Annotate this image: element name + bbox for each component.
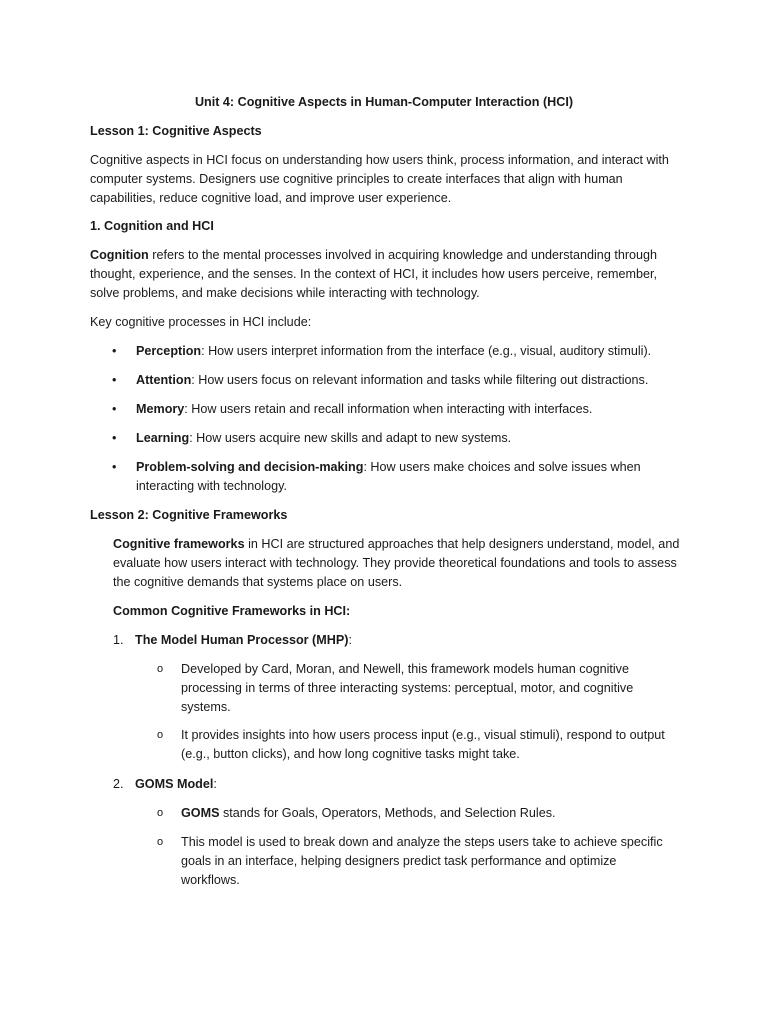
sub-point-text: This model is used to break down and analyze the steps users take to achieve specific goals in an interface, helping designers predict task performance and optimize workflows. <box>181 835 663 888</box>
process-term: Learning <box>136 431 190 445</box>
list-item-text <box>136 429 681 448</box>
cognition-term: Cognition <box>90 248 149 262</box>
process-desc: : How users interpret information from the interface (e.g., visual, auditory stimuli). <box>201 344 652 358</box>
framework-name: GOMS Model <box>135 777 214 791</box>
process-term: Attention <box>136 373 192 387</box>
process-desc: : How users make choices and solve issues when interacting with technology. <box>136 460 641 494</box>
sub-bullet-marker: o <box>157 729 164 741</box>
framework-title <box>135 775 217 794</box>
bullet-marker: • <box>112 373 117 387</box>
process-term: Memory <box>136 402 185 416</box>
section1-heading: 1. Cognition and HCI <box>90 219 214 233</box>
goms-definition: stands for Goals, Operators, Methods, and Selection Rules. <box>219 806 556 820</box>
bullet-marker: • <box>112 460 117 474</box>
framework-suffix: : <box>213 777 217 791</box>
list-number: 1. <box>113 633 124 647</box>
process-term: Perception <box>136 344 202 358</box>
common-frameworks-heading: Common Cognitive Frameworks in HCI: <box>113 604 351 618</box>
sub-bullet-marker: o <box>157 807 164 819</box>
framework-title <box>135 631 352 650</box>
lesson2-heading: Lesson 2: Cognitive Frameworks <box>90 508 288 522</box>
list-item-text <box>136 342 681 361</box>
bullet-marker: • <box>112 402 117 416</box>
list-item-text <box>136 458 681 496</box>
sub-point-text <box>181 804 671 823</box>
process-desc: : How users acquire new skills and adapt to new systems. <box>189 431 512 445</box>
frameworks-paragraph <box>113 535 683 593</box>
sub-bullet-marker: o <box>157 836 164 848</box>
sub-point-text: Developed by Card, Moran, and Newell, this framework models human cognitive processing in terms of three interacting systems: perceptual, motor, and cognitive systems. <box>181 662 634 715</box>
cognition-paragraph <box>90 246 680 304</box>
list-number: 2. <box>113 777 124 791</box>
key-processes-intro: Key cognitive processes in HCI include: <box>90 315 312 329</box>
goms-term: GOMS <box>181 806 220 820</box>
cognition-definition: refers to the mental processes involved in acquiring knowledge and understanding through thought, experience, and the senses. In the context of HCI, it includes how users perceive, remember, solve problems, and make decisions while interacting with technology. <box>90 248 658 301</box>
process-desc: : How users retain and recall information when interacting with interfaces. <box>184 402 593 416</box>
process-term: Problem-solving and decision-making <box>136 460 364 474</box>
lesson1-heading: Lesson 1: Cognitive Aspects <box>90 124 262 138</box>
frameworks-definition: in HCI are structured approaches that help designers understand, model, and evaluate how users interact with technology. They provide theoretical foundations and tools to assess the cognitive demands that systems place on users. <box>113 537 680 590</box>
framework-suffix: : <box>348 633 352 647</box>
list-item-text <box>136 400 681 419</box>
bullet-marker: • <box>112 344 117 358</box>
sub-bullet-marker: o <box>157 663 164 675</box>
list-item-text <box>136 371 681 390</box>
document-title: Unit 4: Cognitive Aspects in Human-Computer Interaction (HCI) <box>194 95 574 109</box>
process-desc: : How users focus on relevant information and tasks while filtering out distractions. <box>191 373 649 387</box>
sub-point-text: It provides insights into how users process input (e.g., visual stimuli), respond to output (e.g., button clicks), and how long cognitive tasks might take. <box>181 728 665 762</box>
frameworks-term: Cognitive frameworks <box>113 537 245 551</box>
framework-name: The Model Human Processor (MHP) <box>135 633 349 647</box>
bullet-marker: • <box>112 431 117 445</box>
lesson1-intro: Cognitive aspects in HCI focus on understanding how users think, process information, and interact with computer systems. Designers use cognitive principles to create interfaces that align with human capabilities, reduce cognitive load, and improve user experience. <box>90 153 669 206</box>
